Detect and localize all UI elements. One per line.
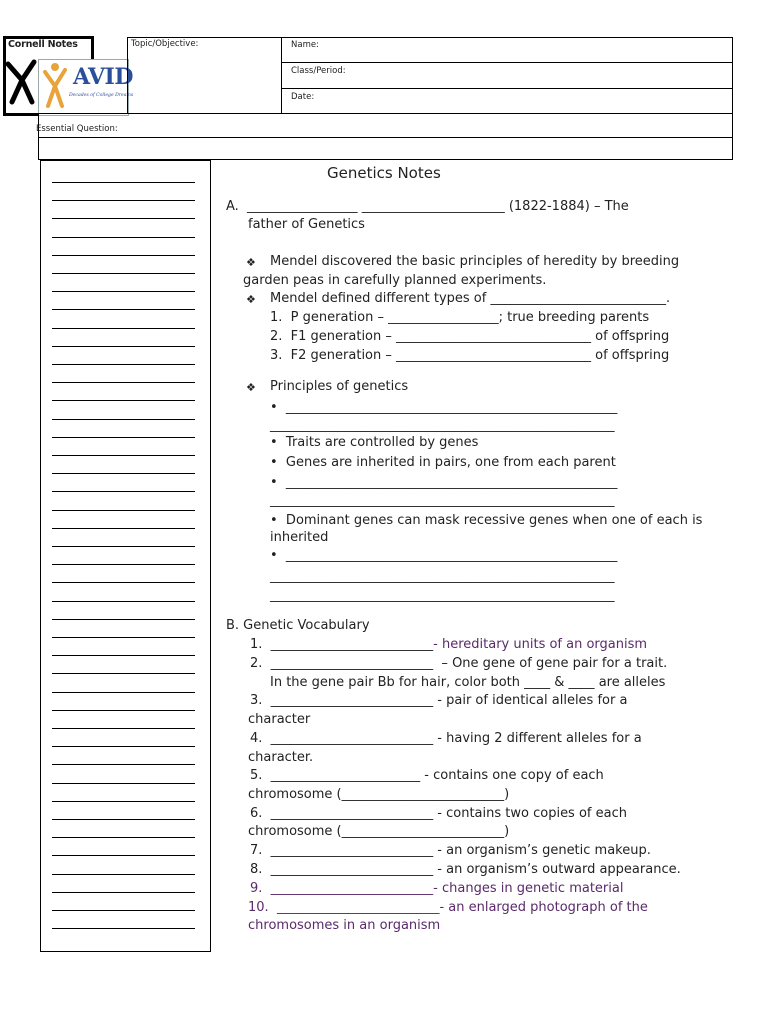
cue-writing-line bbox=[52, 819, 195, 820]
vocab-8: 8. _________________________ - an organism’s outward appearance. bbox=[250, 862, 681, 877]
cue-writing-line bbox=[52, 382, 195, 383]
principle-blank-1b: _____________________________________________________ bbox=[270, 418, 615, 433]
cue-writing-line bbox=[52, 619, 195, 620]
diamond-bullet-icon: ❖ bbox=[246, 293, 256, 306]
section-a-line2: father of Genetics bbox=[248, 217, 365, 232]
gen-f1: 2. F1 generation – ______________________________ of offspring bbox=[270, 329, 670, 344]
principle-blank-3a: • ___________________________________________________ bbox=[270, 548, 618, 563]
avid-logo bbox=[38, 59, 134, 116]
cue-writing-line bbox=[52, 837, 195, 838]
cue-writing-line bbox=[52, 801, 195, 802]
cue-writing-line bbox=[52, 291, 195, 292]
principle-pairs: • Genes are inherited in pairs, one from each parent bbox=[270, 455, 616, 470]
essential-question-box bbox=[38, 113, 733, 160]
cornell-notes-label: Cornell Notes bbox=[8, 39, 78, 50]
section-a-line1: A. _________________ ______________________ (1822-1884) – The bbox=[226, 199, 629, 214]
topic-label: Topic/Objective: bbox=[131, 39, 199, 49]
cue-writing-line bbox=[52, 473, 195, 474]
principle-blank-3c: _____________________________________________________ bbox=[270, 588, 615, 603]
cue-writing-line bbox=[52, 655, 195, 656]
principle-blank-2b: _____________________________________________________ bbox=[270, 493, 615, 508]
mendel-line2: garden peas in carefully planned experiments. bbox=[243, 273, 547, 288]
principle-blank-2a: • ___________________________________________________ bbox=[270, 475, 618, 490]
cue-writing-line bbox=[52, 491, 195, 492]
cue-writing-line bbox=[52, 746, 195, 747]
cue-writing-line bbox=[52, 437, 195, 438]
cue-writing-line bbox=[52, 309, 195, 310]
cue-writing-line bbox=[52, 273, 195, 274]
diamond-bullet-icon: ❖ bbox=[246, 381, 256, 394]
cue-writing-line bbox=[52, 510, 195, 511]
cue-writing-line bbox=[52, 855, 195, 856]
vocab-6: 6. _________________________ - contains two copies of each bbox=[250, 806, 627, 821]
cue-writing-line bbox=[52, 910, 195, 911]
page-title: Genetics Notes bbox=[327, 164, 441, 182]
gen-f2: 3. F2 generation – ______________________________ of offspring bbox=[270, 348, 670, 363]
vocab-2-def: – One gene of gene pair for a trait. bbox=[433, 656, 668, 671]
vocab-2-extra: In the gene pair Bb for hair, color both ____ & ____ are alleles bbox=[270, 675, 666, 690]
cue-writing-line bbox=[52, 582, 195, 583]
essential-question-label: Essential Question: bbox=[36, 124, 118, 134]
principle-blank-1a: • ___________________________________________________ bbox=[270, 400, 618, 415]
cue-writing-line bbox=[52, 328, 195, 329]
principle-traits: • Traits are controlled by genes bbox=[270, 435, 479, 450]
cue-writing-line bbox=[52, 874, 195, 875]
cue-writing-line bbox=[52, 928, 195, 929]
cue-writing-line bbox=[52, 182, 195, 183]
cue-writing-line bbox=[52, 728, 195, 729]
vocab-10-def: - an enlarged photograph of the bbox=[439, 900, 648, 915]
cue-writing-line bbox=[52, 346, 195, 347]
vocab-1-def: - hereditary units of an organism bbox=[433, 637, 648, 652]
cue-writing-line bbox=[52, 200, 195, 201]
vocab-7: 7. _________________________ - an organism’s genetic makeup. bbox=[250, 843, 651, 858]
vocab-4: 4. _________________________ - having 2 different alleles for a bbox=[250, 731, 642, 746]
section-b-title: B. Genetic Vocabulary bbox=[226, 618, 370, 633]
cue-writing-line bbox=[52, 419, 195, 420]
cue-writing-line bbox=[52, 764, 195, 765]
principle-blank-3b: _____________________________________________________ bbox=[270, 569, 615, 584]
cue-writing-line bbox=[52, 218, 195, 219]
cue-writing-line bbox=[52, 564, 195, 565]
vocab-10b: chromosomes in an organism bbox=[248, 918, 441, 933]
cue-writing-line bbox=[52, 400, 195, 401]
principles-heading: Principles of genetics bbox=[270, 379, 409, 394]
vocab-3: 3. _________________________ - pair of identical alleles for a bbox=[250, 693, 628, 708]
header-table bbox=[127, 37, 733, 114]
vocab-9-def: - changes in genetic material bbox=[433, 881, 624, 896]
vocab-2-line: 2. _________________________ – One gene of gene pair for a trait. bbox=[250, 656, 668, 671]
vocab-3b: character bbox=[248, 712, 311, 727]
figure-icon bbox=[4, 58, 40, 108]
cue-writing-line bbox=[52, 455, 195, 456]
cue-column bbox=[40, 160, 211, 952]
cue-writing-line bbox=[52, 601, 195, 602]
cue-writing-line bbox=[52, 673, 195, 674]
cue-writing-line bbox=[52, 255, 195, 256]
vocab-5: 5. _______________________ - contains one copy of each bbox=[250, 768, 604, 783]
cue-writing-line bbox=[52, 528, 195, 529]
vocab-6b: chromosome (_________________________) bbox=[248, 824, 510, 839]
cue-writing-line bbox=[52, 364, 195, 365]
vocab-4b: character. bbox=[248, 750, 314, 765]
vocab-10: 10. _________________________- an enlarged photograph of the bbox=[248, 900, 648, 915]
diamond-bullet-icon: ❖ bbox=[246, 256, 256, 269]
principle-dominant-2: inherited bbox=[270, 530, 329, 545]
vocab-9: 9. _________________________- changes in genetic material bbox=[250, 881, 624, 896]
cue-writing-line bbox=[52, 710, 195, 711]
class-period-label: Class/Period: bbox=[291, 66, 346, 76]
vocab-1-blank: 1. _________________________- hereditary units of an organism bbox=[250, 637, 648, 652]
mendel-types: Mendel defined different types of ___________________________. bbox=[270, 291, 671, 306]
cue-writing-line bbox=[52, 637, 195, 638]
gen-p: 1. P generation – _________________; true breeding parents bbox=[270, 310, 650, 325]
cue-writing-line bbox=[52, 237, 195, 238]
cue-writing-line bbox=[52, 892, 195, 893]
principle-dominant-1: • Dominant genes can mask recessive genes when one of each is bbox=[270, 513, 703, 528]
cue-writing-line bbox=[52, 783, 195, 784]
cue-writing-line bbox=[52, 546, 195, 547]
avid-tagline: Decades of College Dreams bbox=[69, 93, 134, 98]
date-label: Date: bbox=[291, 92, 315, 102]
vocab-5b: chromosome (_________________________) bbox=[248, 787, 510, 802]
avid-logo-text: AVID bbox=[73, 64, 133, 90]
name-label: Name: bbox=[291, 40, 319, 50]
cue-writing-line bbox=[52, 692, 195, 693]
mendel-line1: Mendel discovered the basic principles of heredity by breeding bbox=[270, 254, 680, 269]
